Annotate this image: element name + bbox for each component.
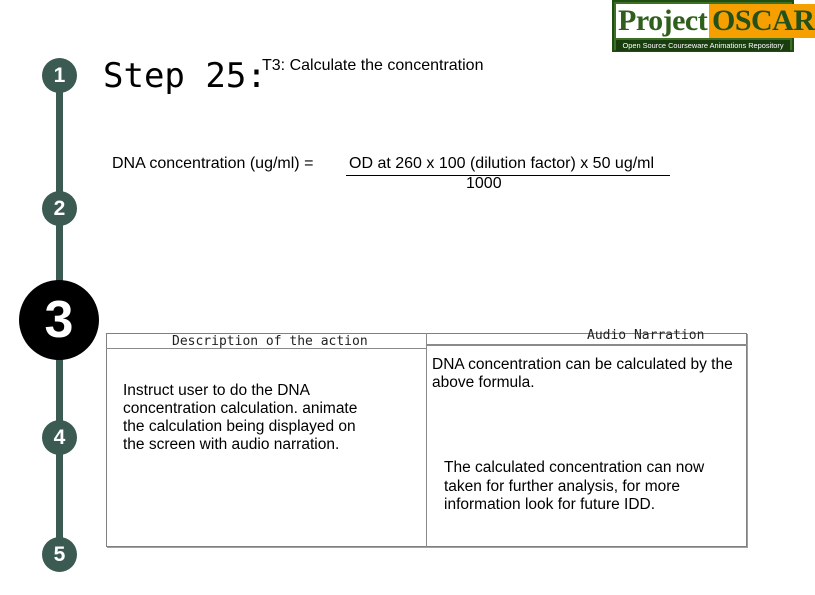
audio-narration-1: DNA concentration can be calculated by the above formula. <box>432 356 733 391</box>
action-description: Instruct user to do the DNA concentration calculation. animate the calculation being displayed on the screen with audio narration. <box>123 382 358 453</box>
formula-denominator: 1000 <box>466 175 502 192</box>
logo-word-project: Project <box>618 4 708 37</box>
fraction-line <box>346 175 670 176</box>
logo-tagline: Open Source Courseware Animations Repository <box>616 40 790 51</box>
header-rule-right <box>427 344 747 346</box>
logo-word-oscar: OSCAR <box>709 4 815 38</box>
step-4-indicator: 4 <box>42 420 77 455</box>
column-divider <box>426 333 427 547</box>
step-3-indicator-current: 3 <box>19 280 99 360</box>
step-title: Step 25: <box>103 56 267 96</box>
step-2-indicator: 2 <box>42 191 77 226</box>
formula-lhs: DNA concentration (ug/ml) = <box>112 155 314 172</box>
column-header-audio: Audio Narration <box>587 328 705 343</box>
formula-numerator: OD at 260 x 100 (dilution factor) x 50 ug/ml <box>349 155 655 172</box>
column-header-description: Description of the action <box>172 334 368 349</box>
step-1-indicator: 1 <box>42 58 77 93</box>
project-oscar-logo <box>612 0 815 52</box>
audio-narration-2: The calculated concentration can now taken for further analysis, for more information look for future IDD. <box>444 459 705 513</box>
task-title: T3: Calculate the concentration <box>262 57 484 74</box>
step-5-indicator: 5 <box>42 537 77 572</box>
